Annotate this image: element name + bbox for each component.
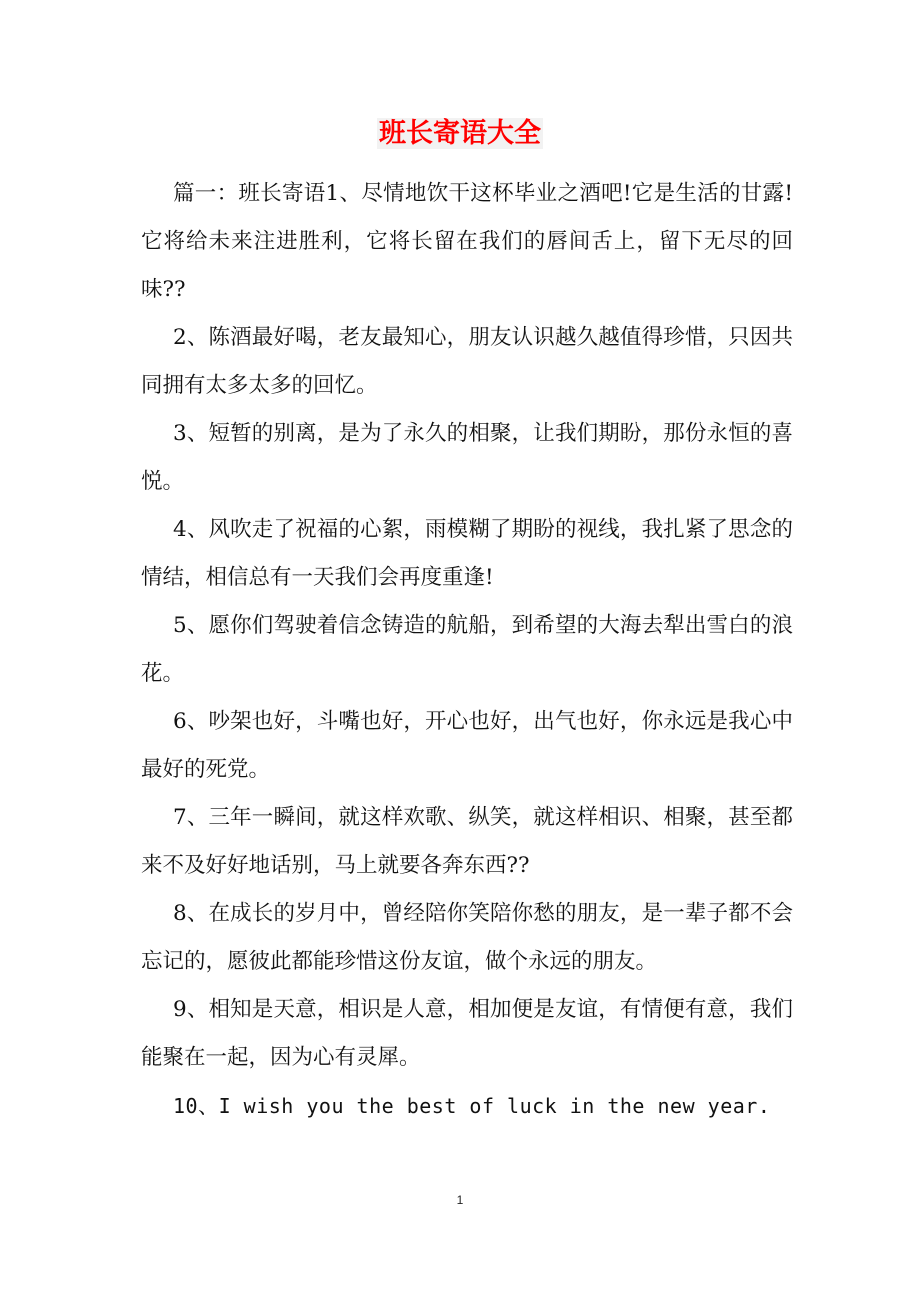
paragraph-2: 2、陈酒最好喝，老友最知心，朋友认识越久越值得珍惜，只因共同拥有太多太多的回忆。 xyxy=(141,325,793,398)
document-title xyxy=(0,112,920,156)
paragraph-6: 6、吵架也好，斗嘴也好，开心也好，出气也好，你永远是我心中最好的死党。 xyxy=(141,709,793,782)
paragraph-1: 篇一：班长寄语1、尽情地饮干这杯毕业之酒吧!它是生活的甘露!它将给未来注进胜利，它将长留在我们的唇间舌上，留下无尽的回味?? xyxy=(141,181,793,302)
paragraph-5: 5、愿你们驾驶着信念铸造的航船，到希望的大海去犁出雪白的浪花。 xyxy=(141,613,793,686)
document-title-text: 班长寄语大全 xyxy=(379,118,541,149)
page-number: 1 xyxy=(456,1193,464,1207)
paragraph-8: 8、在成长的岁月中，曾经陪你笑陪你愁的朋友，是一辈子都不会忘记的，愿彼此都能珍惜这份友谊，做个永远的朋友。 xyxy=(141,901,793,974)
paragraph-10: 10、I wish you the best of luck in the new year. xyxy=(173,1094,771,1118)
paragraph-3: 3、短暂的别离，是为了永久的相聚，让我们期盼，那份永恒的喜悦。 xyxy=(141,421,793,494)
paragraph-7: 7、三年一瞬间，就这样欢歌、纵笑，就这样相识、相聚，甚至都来不及好好地话别，马上就要各奔东西?? xyxy=(141,805,793,878)
document-body xyxy=(141,170,793,1130)
paragraph-4: 4、风吹走了祝福的心絮，雨模糊了期盼的视线，我扎紧了思念的情结，相信总有一天我们会再度重逢! xyxy=(141,517,793,590)
paragraph-9: 9、相知是天意，相识是人意，相加便是友谊，有情便有意，我们能聚在一起，因为心有灵犀。 xyxy=(141,997,793,1070)
